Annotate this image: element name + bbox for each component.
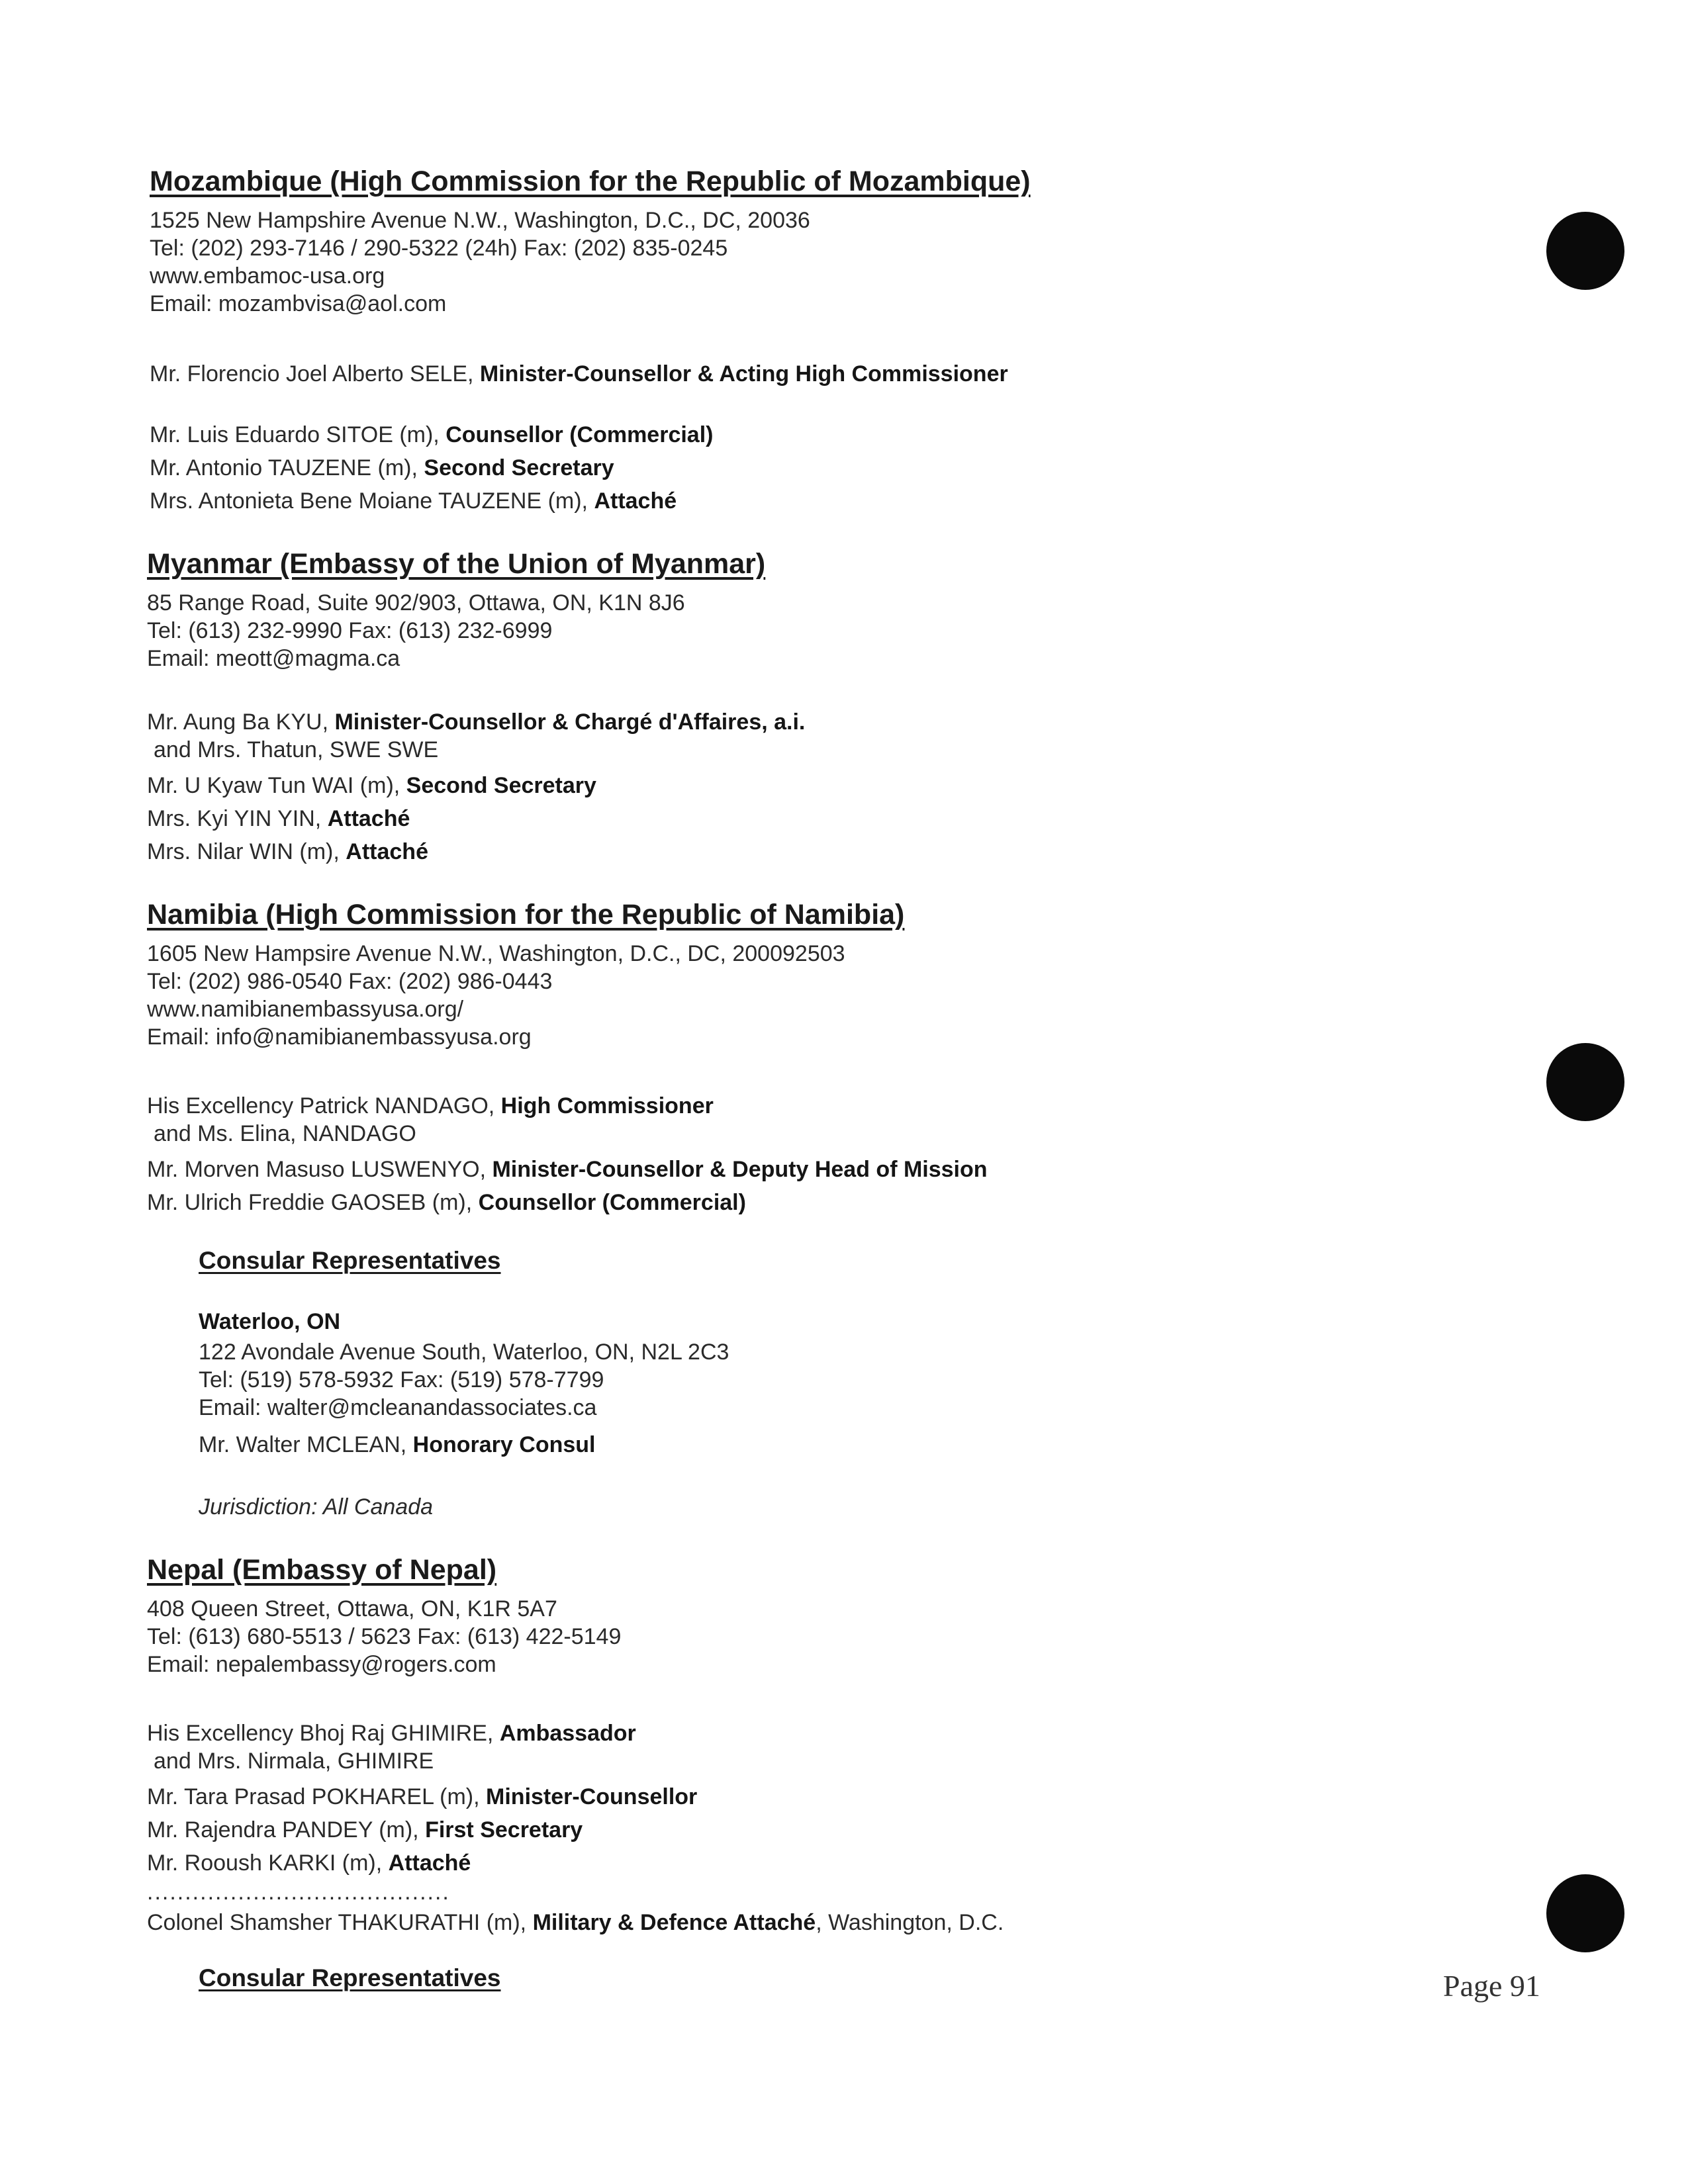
staff-title: First Secretary	[425, 1817, 583, 1843]
staff-entry	[147, 1092, 714, 1120]
consular-email: Email: walter@mcleanandassociates.ca	[199, 1395, 597, 1420]
staff-entry	[147, 1783, 697, 1811]
staff-entry	[147, 805, 410, 833]
consular-representative	[199, 1431, 595, 1459]
myanmar-email: Email: meott@magma.ca	[147, 646, 400, 671]
staff-name: Mr. Rajendra PANDEY (m),	[147, 1817, 426, 1843]
staff-title: Attaché	[388, 1850, 471, 1876]
dotted-separator: ........................................	[147, 1880, 450, 1905]
staff-entry	[147, 1189, 746, 1216]
consular-phone: Tel: (519) 578-5932 Fax: (519) 578-7799	[199, 1367, 604, 1392]
staff-entry	[147, 708, 805, 736]
staff-name: His Excellency Patrick NANDAGO,	[147, 1093, 501, 1118]
staff-name: Mrs. Nilar WIN (m),	[147, 839, 346, 864]
page-number: Page 91	[1443, 1969, 1540, 2003]
namibia-phone: Tel: (202) 986-0540 Fax: (202) 986-0443	[147, 969, 553, 994]
nepal-address: 408 Queen Street, Ottawa, ON, K1R 5A7	[147, 1596, 557, 1621]
country-heading-nepal: Nepal (Embassy of Nepal)	[147, 1554, 497, 1586]
staff-title: Minister-Counsellor	[486, 1784, 698, 1809]
staff-spouse: and Mrs. Nirmala, GHIMIRE	[154, 1749, 434, 1774]
staff-name: Mr. Rooush KARKI (m),	[147, 1850, 389, 1876]
staff-title: Minister-Counsellor & Acting High Commissioner	[479, 361, 1008, 387]
country-heading-namibia: Namibia (High Commission for the Republic of Namibia)	[147, 899, 905, 931]
country-heading-mozambique: Mozambique (High Commission for the Republic of Mozambique)	[150, 165, 1031, 197]
staff-location: , Washington, D.C.	[816, 1910, 1004, 1935]
mozambique-phone: Tel: (202) 293-7146 / 290-5322 (24h) Fax: (202) 835-0245	[150, 236, 728, 261]
staff-title: Second Secretary	[406, 773, 596, 798]
punch-hole	[1546, 212, 1624, 290]
mozambique-email: Email: mozambvisa@aol.com	[150, 291, 447, 316]
country-heading-myanmar: Myanmar (Embassy of the Union of Myanmar)	[147, 548, 766, 580]
staff-title: Minister-Counsellor & Chargé d'Affaires, a.i.	[334, 709, 806, 735]
staff-name: His Excellency Bhoj Raj GHIMIRE,	[147, 1721, 500, 1746]
staff-name: Mr. Aung Ba KYU,	[147, 709, 335, 735]
staff-name: Mr. U Kyaw Tun WAI (m),	[147, 773, 406, 798]
staff-entry	[150, 487, 677, 515]
staff-name: Mrs. Kyi YIN YIN,	[147, 806, 328, 831]
staff-entry	[147, 838, 428, 866]
nepal-phone: Tel: (613) 680-5513 / 5623 Fax: (613) 422-5149	[147, 1624, 622, 1649]
staff-entry	[147, 1816, 583, 1844]
staff-title: Military & Defence Attaché	[532, 1910, 816, 1935]
consular-heading: Consular Representatives	[199, 1247, 501, 1274]
staff-name: Mr. Morven Masuso LUSWENYO,	[147, 1157, 492, 1182]
namibia-website: www.namibianembassyusa.org/	[147, 997, 464, 1022]
staff-title: Attaché	[346, 839, 428, 864]
staff-name: Mr. Tara Prasad POKHAREL (m),	[147, 1784, 487, 1809]
staff-name: Mr. Ulrich Freddie GAOSEB (m),	[147, 1190, 479, 1215]
namibia-email: Email: info@namibianembassyusa.org	[147, 1024, 532, 1050]
staff-name: Mr. Antonio TAUZENE (m),	[150, 455, 424, 480]
punch-hole	[1546, 1874, 1624, 1952]
staff-entry	[150, 454, 614, 482]
staff-spouse: and Ms. Elina, NANDAGO	[154, 1121, 416, 1146]
staff-title: High Commissioner	[500, 1093, 714, 1118]
staff-title: Honorary Consul	[412, 1432, 596, 1457]
myanmar-phone: Tel: (613) 232-9990 Fax: (613) 232-6999	[147, 618, 553, 643]
namibia-address: 1605 New Hampsire Avenue N.W., Washington, D.C., DC, 200092503	[147, 941, 845, 966]
mozambique-website: www.embamoc-usa.org	[150, 263, 385, 289]
consular-jurisdiction: Jurisdiction: All Canada	[199, 1494, 434, 1520]
staff-title: Counsellor (Commercial)	[445, 422, 714, 447]
staff-title: Counsellor (Commercial)	[478, 1190, 746, 1215]
staff-entry	[147, 1156, 988, 1183]
staff-name: Mr. Florencio Joel Alberto SELE,	[150, 361, 480, 387]
staff-entry	[147, 1849, 471, 1877]
staff-name: Colonel Shamsher THAKURATHI (m),	[147, 1910, 533, 1935]
staff-title: Minister-Counsellor & Deputy Head of Mission	[492, 1157, 988, 1182]
punch-hole	[1546, 1043, 1624, 1121]
consular-heading: Consular Representatives	[199, 1964, 501, 1991]
staff-name: Mr. Luis Eduardo SITOE (m),	[150, 422, 446, 447]
myanmar-address: 85 Range Road, Suite 902/903, Ottawa, ON, K1N 8J6	[147, 590, 685, 615]
staff-title: Attaché	[327, 806, 410, 831]
nepal-email: Email: nepalembassy@rogers.com	[147, 1652, 496, 1677]
staff-entry	[150, 360, 1008, 388]
military-attache-entry	[147, 1909, 1004, 1936]
staff-entry	[147, 772, 596, 799]
staff-spouse: and Mrs. Thatun, SWE SWE	[154, 737, 439, 762]
staff-title: Second Secretary	[424, 455, 614, 480]
mozambique-address: 1525 New Hampshire Avenue N.W., Washington, D.C., DC, 20036	[150, 208, 810, 233]
staff-entry	[147, 1719, 636, 1747]
staff-name: Mr. Walter MCLEAN,	[199, 1432, 413, 1457]
consular-address: 122 Avondale Avenue South, Waterloo, ON, N2L 2C3	[199, 1340, 729, 1365]
staff-title: Attaché	[594, 488, 677, 514]
staff-entry	[150, 421, 714, 449]
consular-city: Waterloo, ON	[199, 1309, 341, 1334]
staff-name: Mrs. Antonieta Bene Moiane TAUZENE (m),	[150, 488, 594, 514]
staff-title: Ambassador	[499, 1721, 636, 1746]
